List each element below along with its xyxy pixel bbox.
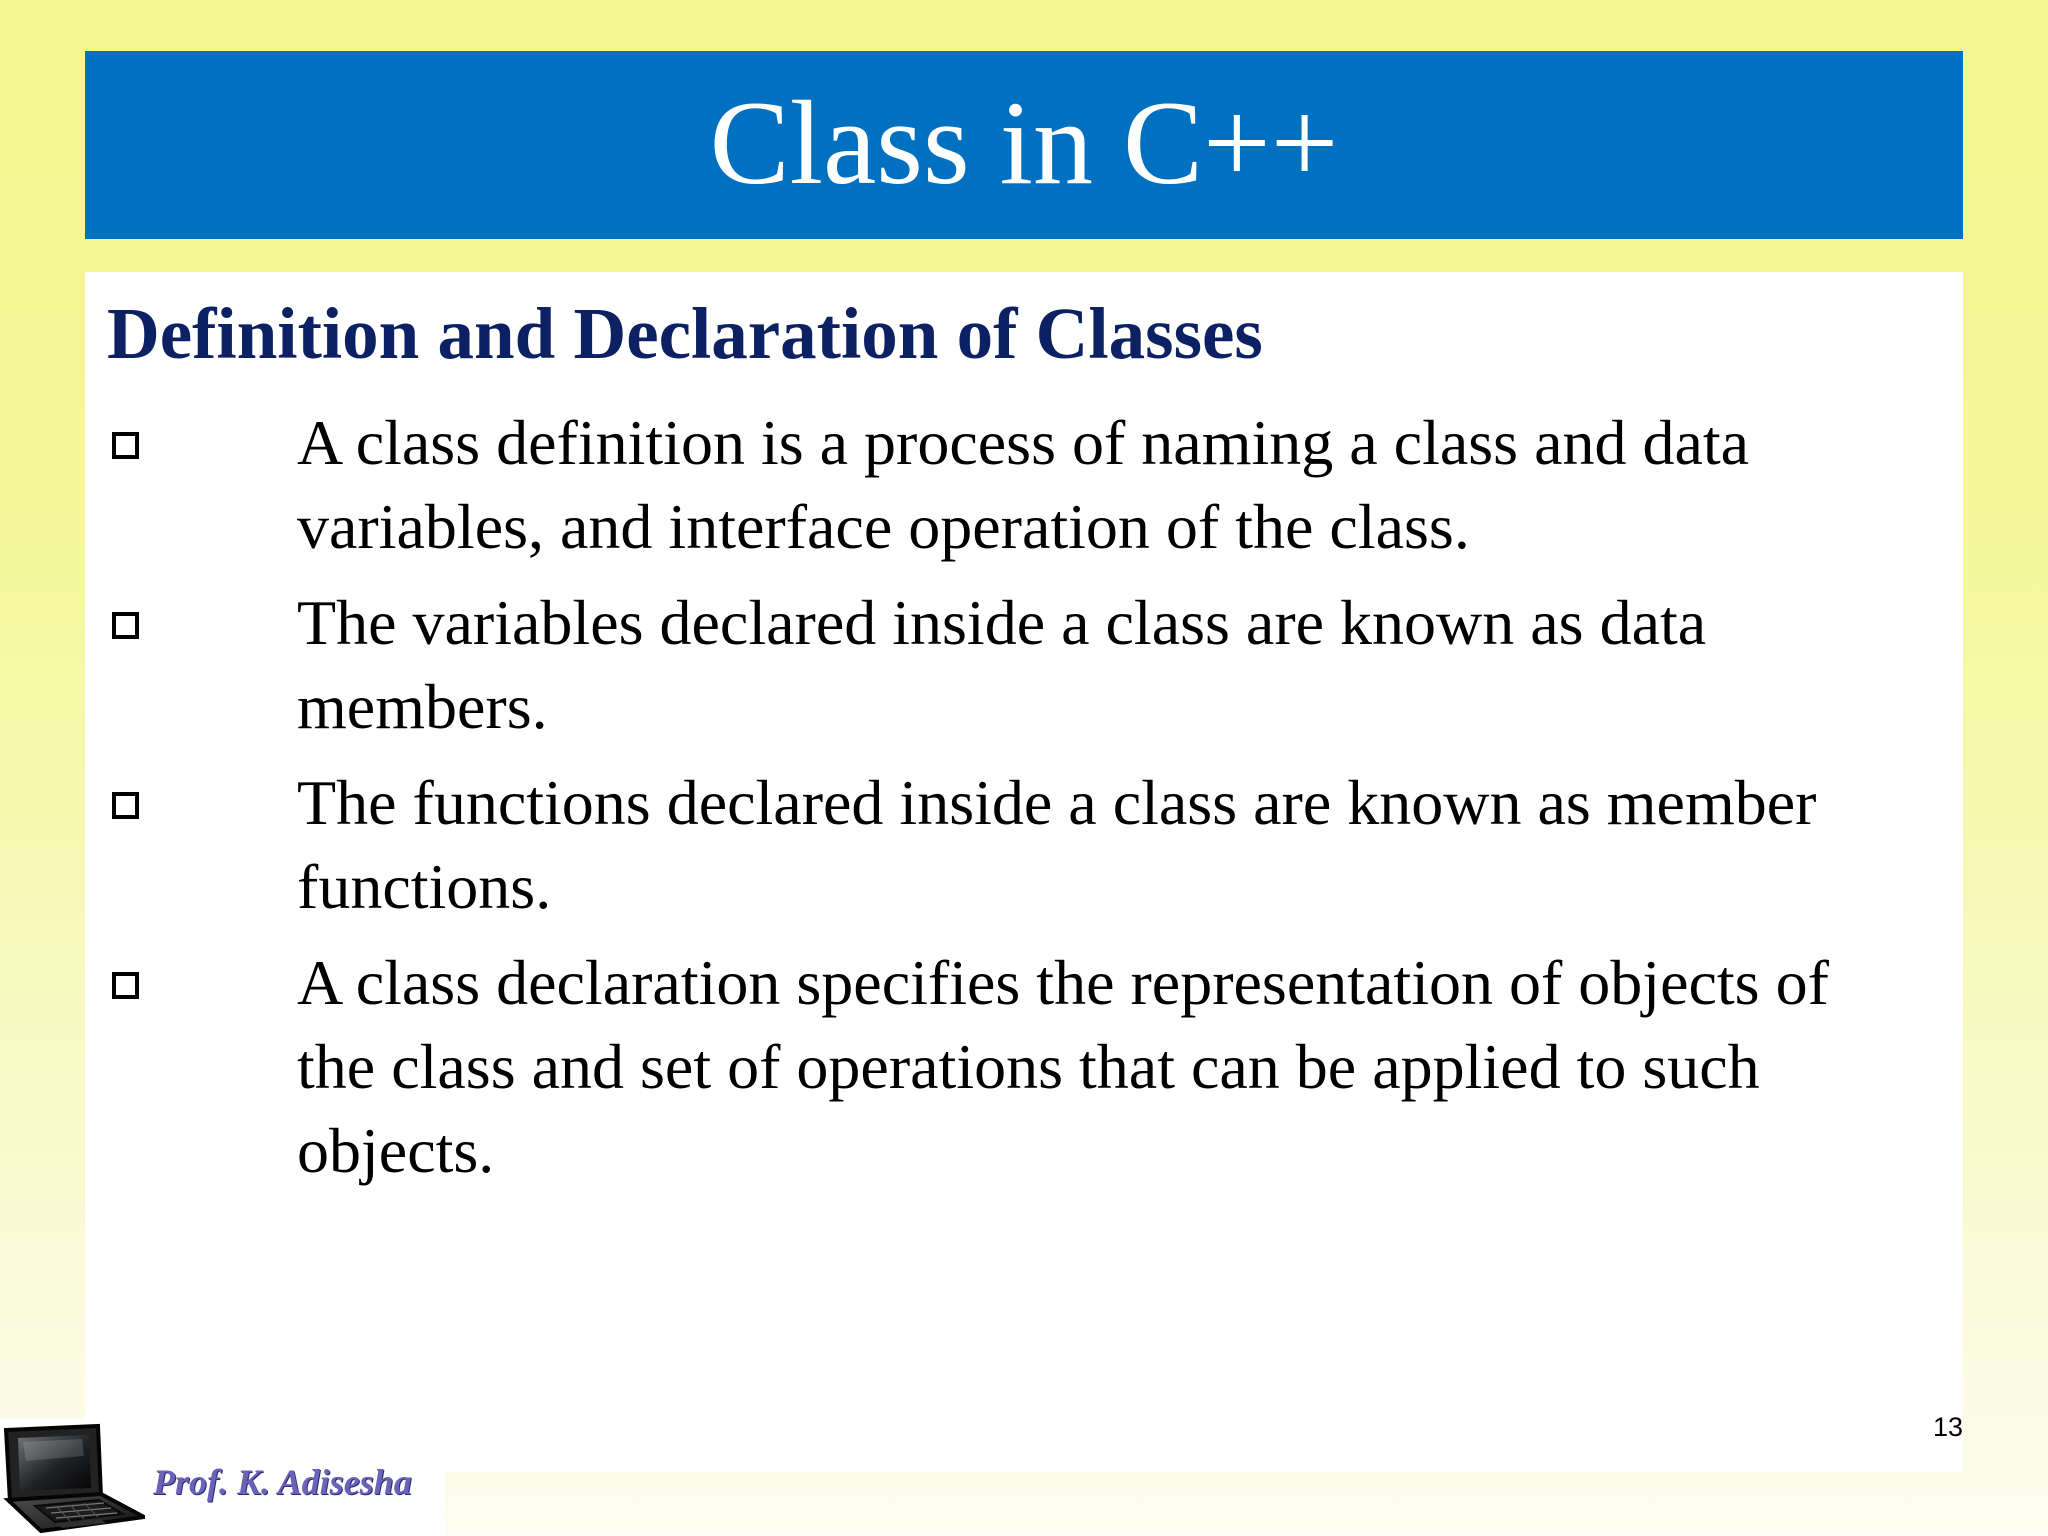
title-bar bbox=[85, 51, 1963, 239]
bullet-item bbox=[107, 761, 1887, 929]
slide-title: Class in C++ bbox=[709, 76, 1339, 209]
logo bbox=[0, 1418, 445, 1536]
hollow-square-icon bbox=[112, 612, 139, 639]
bullet-item bbox=[107, 581, 1887, 749]
page-number: 13 bbox=[1932, 1412, 1963, 1442]
bullet-text: A class definition is a process of naming a class and data variables, and interface operation of the class. bbox=[297, 407, 1750, 562]
hollow-square-icon bbox=[112, 972, 139, 999]
hollow-square-icon bbox=[112, 792, 139, 819]
bullet-list bbox=[107, 401, 1887, 1205]
bullet-item bbox=[107, 401, 1887, 569]
section-heading: Definition and Declaration of Classes bbox=[107, 293, 1263, 374]
footer-logo-text: Prof. K. Adisesha bbox=[153, 1462, 412, 1502]
laptop-icon bbox=[0, 1418, 145, 1536]
bullet-text: The functions declared inside a class are known as member functions. bbox=[297, 767, 1817, 922]
bullet-text: A class declaration specifies the representation of objects of the class and set of operations that can be applied to such objects. bbox=[297, 947, 1829, 1186]
content-panel bbox=[85, 272, 1963, 1472]
hollow-square-icon bbox=[112, 432, 139, 459]
bullet-item bbox=[107, 941, 1887, 1193]
bullet-text: The variables declared inside a class are known as data members. bbox=[297, 587, 1707, 742]
